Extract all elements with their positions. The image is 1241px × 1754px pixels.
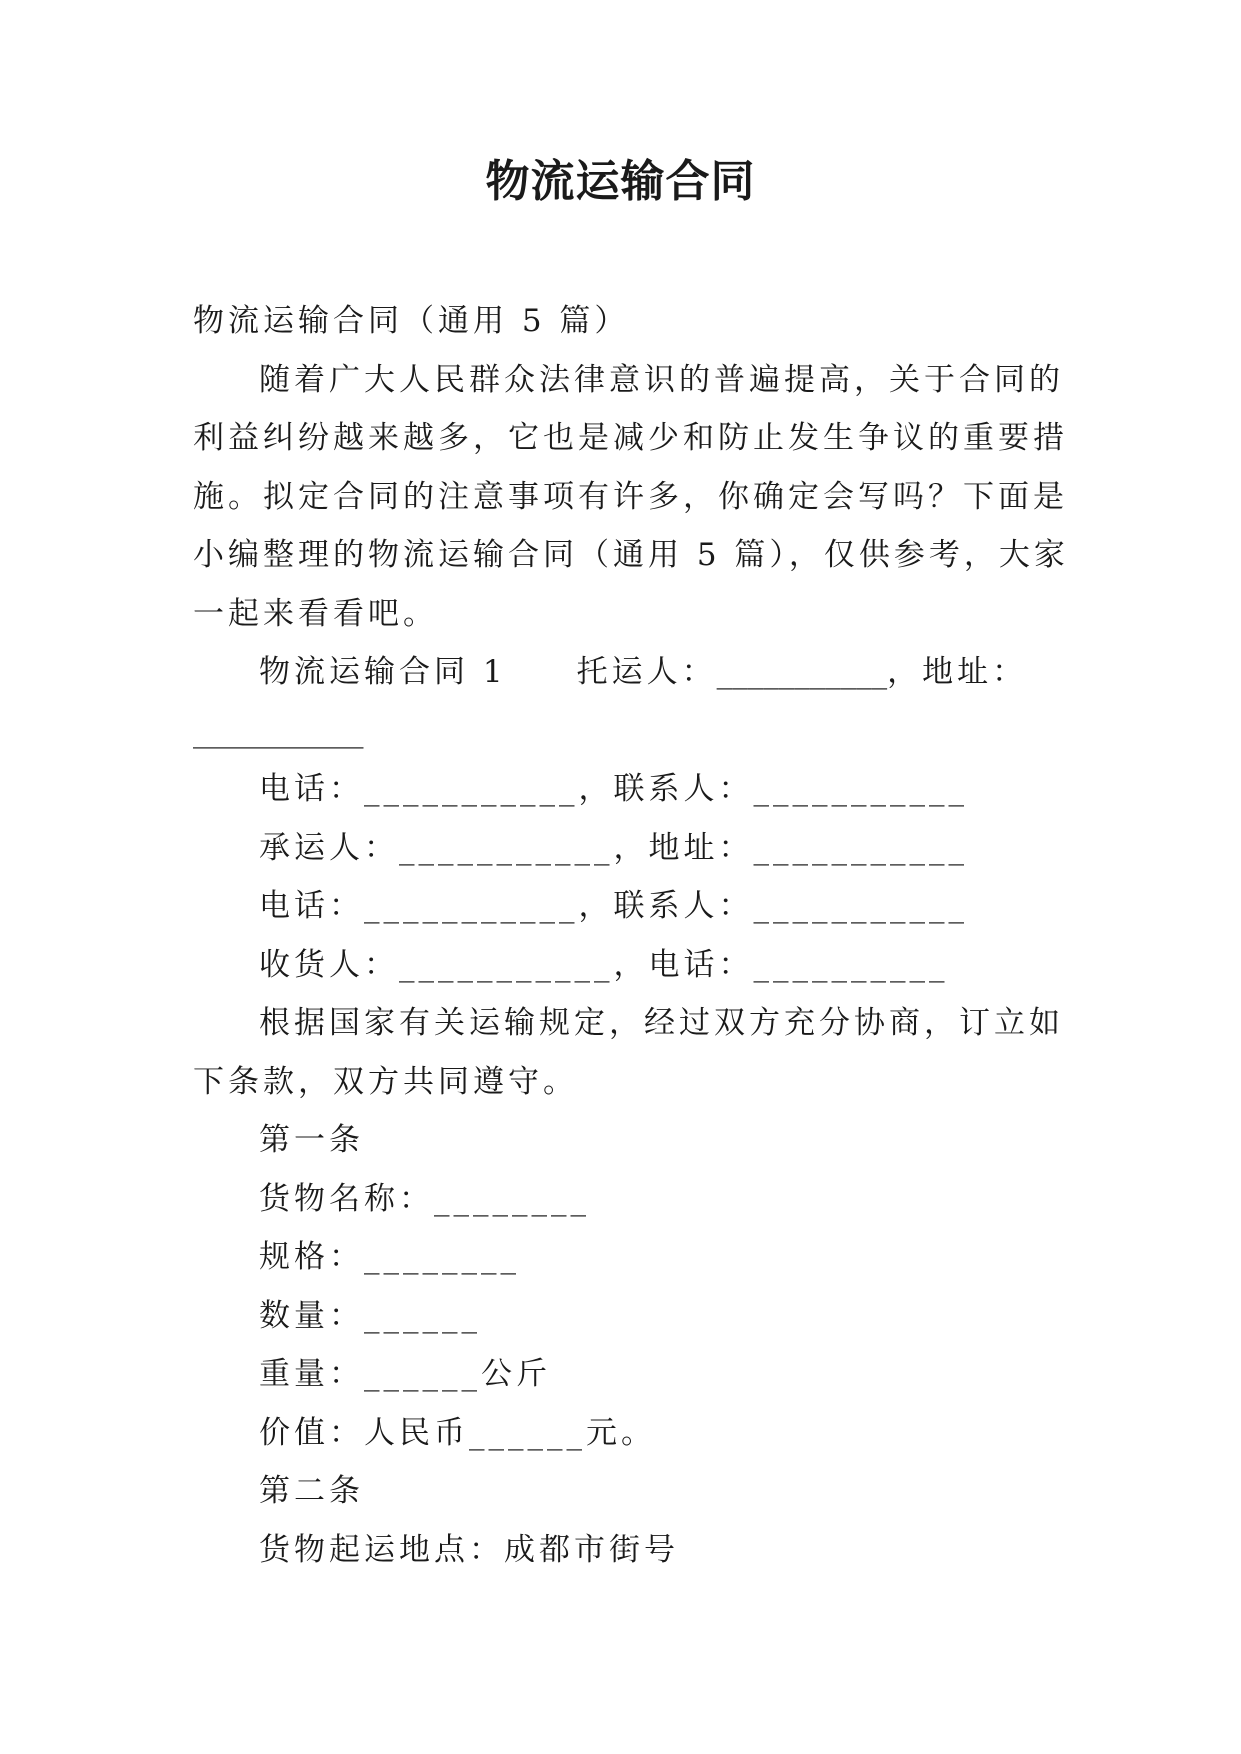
shipper-label: 托运人：	[576, 654, 717, 690]
article-2-heading: 第二条	[259, 1473, 364, 1509]
value-line: 价值：人民币______元。	[259, 1414, 656, 1451]
agreement-paragraph: 根据国家有关运输规定，经过双方充分协商，订立如下条款，双方共同遵守。	[193, 1005, 1064, 1100]
goods-name-line: 货物名称：________	[259, 1180, 590, 1217]
document-body	[193, 292, 1073, 1579]
spec-line: 规格：________	[259, 1239, 520, 1275]
origin-line: 货物起运地点：成都市街号	[259, 1531, 679, 1568]
contract1-header-line	[193, 643, 1073, 702]
consignee-line: 收货人：___________，电话：__________	[259, 946, 949, 983]
intro-paragraph: 随着广大人民群众法律意识的普遍提高，关于合同的利益纠纷越来越多，它也是减少和防止发生争议的重要措施。拟定合同的注意事项有许多，你确定会写吗？下面是小编整理的物流运输合同（通用 5 篇），仅供参考，大家一起来看看吧。	[193, 361, 1069, 632]
shipper-blank: ___________	[716, 654, 888, 690]
phone-line-2: 电话：___________，联系人：___________	[259, 888, 968, 924]
weight-line: 重量：______公斤	[259, 1356, 551, 1392]
address-blank-line	[193, 702, 1073, 761]
comma: ，	[887, 654, 923, 690]
document-title: 物流运输合同	[485, 156, 756, 207]
carrier-line: 承运人：___________，地址：___________	[259, 829, 968, 866]
article-1-heading: 第一条	[259, 1122, 364, 1158]
address-label: 地址：	[922, 654, 1028, 690]
phone-line-1: 电话：___________，联系人：___________	[259, 771, 968, 807]
quantity-line: 数量：______	[259, 1297, 481, 1334]
contract1-heading: 物流运输合同 1	[259, 654, 507, 690]
document-subtitle: 物流运输合同（通用 5 篇）	[193, 303, 630, 339]
address-blank: ___________	[193, 712, 364, 749]
